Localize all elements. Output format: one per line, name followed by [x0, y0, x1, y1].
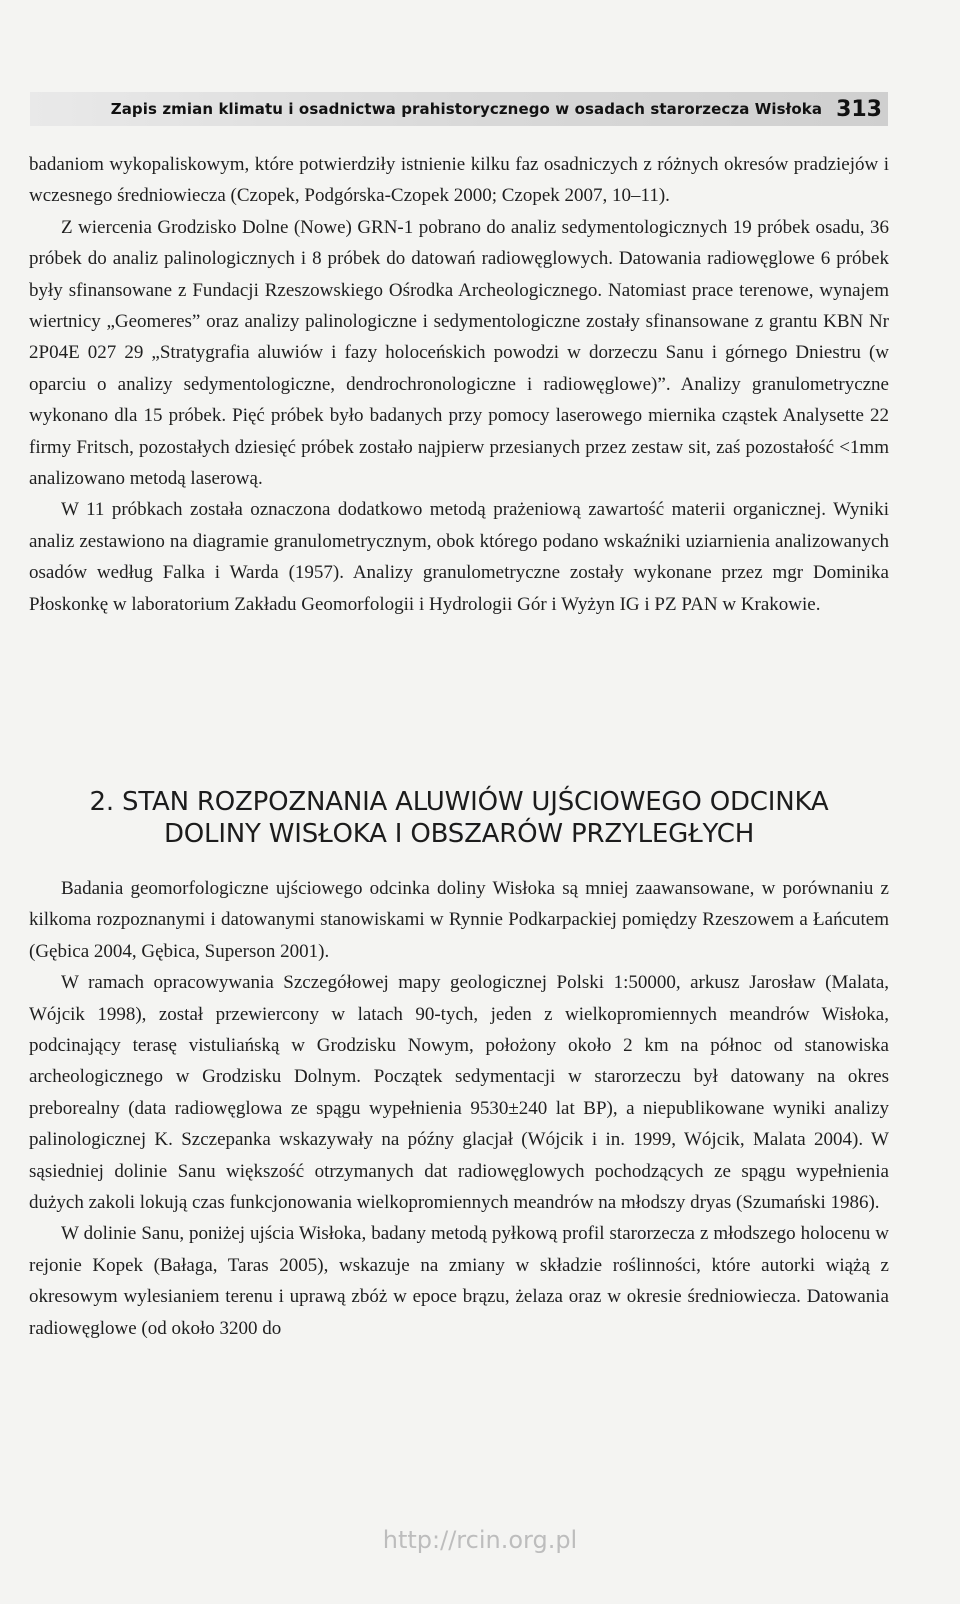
- section-heading-line: DOLINY WISŁOKA I OBSZARÓW PRZYLEGŁYCH: [163, 819, 755, 849]
- paragraph: W dolinie Sanu, poniżej ujścia Wisłoka, badany metodą pyłkową profil starorzecza z młodszego holocenu w rejonie Kopek (Bałaga, Taras 2005), wskazuje na zmiany w składzie roślinności, które autorki wiążą z okresowym wylesianiem terenu i uprawą zbóż w epoce brązu, żelaza oraz w okresie średniowiecza. Datowania radiowęglowe (od około 3200 do: [29, 1223, 889, 1339]
- section-heading: [29, 786, 889, 850]
- paragraph: Badania geomorfologiczne ujściowego odcinka doliny Wisłoka są mniej zaawansowane, w porównaniu z kilkoma rozpoznanymi i datowanymi stanowiskami w Rynnie Podkarpackiej pomiędzy Rzeszowem a Łańcutem (Gębica 2004, Gębica, Superson 2001).: [29, 878, 889, 962]
- page-number: 313: [836, 96, 882, 122]
- footer-url: http://rcin.org.pl: [382, 1526, 578, 1554]
- paragraph: badaniom wykopaliskowym, które potwierdziły istnienie kilku faz osadniczych z różnych okresów pradziejów i wczesnego średniowiecza (Czopek, Podgórska-Czopek 2000; Czopek 2007, 10–11).: [29, 154, 889, 207]
- paragraph: W ramach opracowywania Szczegółowej mapy geologicznej Polski 1:50000, arkusz Jarosław (Malata, Wójcik 1998), został przewiercony w latach 90-tych, jeden z wielkopromiennych meandrów Wisłoka, podcinający terasę vistuliańską w Grodzisku Nowym, położony około 2 km na północ od stanowiska archeologicznego w Grodzisku Dolnym. Początek sedymentacji w starorzeczu był datowany na okres preborealny (data radiowęglowa ze spągu wypełnienia 9530±240 lat BP), a niepublikowane wyniki analizy palinologicznej K. Szczepanka wskazywały na późny glacjał (Wójcik i in. 1999, Wójcik, Malata 2004). W sąsiedniej dolinie Sanu większość otrzymanych dat radiowęglowych pochodzących ze spągu wypełnienia dużych zakoli lokują czas funkcjonowania wielkopromiennych meandrów na młodszy dryas (Szumański 1986).: [29, 972, 889, 1214]
- paragraph: Z wiercenia Grodzisko Dolne (Nowe) GRN-1 pobrano do analiz sedymentologicznych 19 próbek osadu, 36 próbek do analiz palinologicznych i 8 próbek do datowań radiowęglowych. Datowania radiowęglowe 6 próbek były sfinansowane z Fundacji Rzeszowskiego Ośrodka Archeologicznego. Natomiast prace terenowe, wynajem wiertnicy „Geomeres” oraz analizy palinologiczne i sedymentologiczne zostały sfinansowane z grantu KBN Nr 2P04E 027 29 „Stratygrafia aluwiów i fazy holoceńskich powodzi w dorzeczu Sanu i górnego Dniestru (w oparciu o analizy sedymentologiczne, dendrochronologiczne i radiowęglowe)”. Analizy granulometryczne wykonano dla 15 próbek. Pięć próbek było badanych przy pomocy laserowego miernika cząstek Analysette 22 firmy Fritsch, pozostałych dziesięć próbek zostało najpierw przesianych przez zestaw sit, zaś pozostałość <1mm analizowano metodą laserową.: [29, 216, 889, 490]
- section-heading-line: 2. STAN ROZPOZNANIA ALUWIÓW UJŚCIOWEGO ODCINKA: [89, 787, 829, 817]
- running-header: [30, 92, 888, 126]
- text-block-before-heading: [29, 149, 889, 620]
- paragraph: W 11 próbkach została oznaczona dodatkowo metodą prażeniową zawartość materii organicznej. Wyniki analiz zestawiono na diagramie granulometrycznym, obok którego podano wskaźniki uziarnienia analizowanych osadów według Falka i Warda (1957). Analizy granulometryczne zostały wykonane przez mgr Dominika Płoskonkę w laboratorium Zakładu Geomorfologii i Hydrologii Gór i Wyżyn IG i PZ PAN w Krakowie.: [29, 499, 889, 615]
- text-block-after-heading: [29, 873, 889, 1344]
- running-header-title: Zapis zmian klimatu i osadnictwa prahistorycznego w osadach starorzecza Wisłoka: [110, 100, 823, 118]
